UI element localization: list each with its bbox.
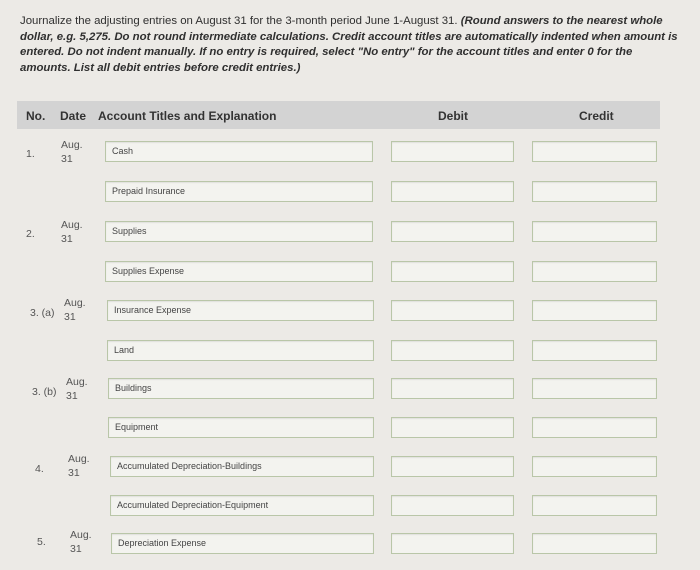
debit-input[interactable] <box>391 221 514 242</box>
table-row <box>0 530 700 570</box>
entry-date <box>70 528 92 556</box>
credit-input[interactable] <box>532 340 657 361</box>
entry-date <box>68 452 90 480</box>
entry-number: 4. <box>35 463 44 475</box>
table-header <box>17 101 660 129</box>
credit-input[interactable] <box>532 533 657 554</box>
debit-input[interactable] <box>391 378 514 399</box>
instructions <box>20 14 680 76</box>
entry-number: 3. (a) <box>30 307 55 319</box>
entry-month: Aug. <box>68 453 90 465</box>
entry-day: 31 <box>68 467 80 479</box>
table-row <box>0 375 700 415</box>
entry-day: 31 <box>66 390 78 402</box>
table-row <box>0 136 700 176</box>
credit-input[interactable] <box>532 261 657 282</box>
entry-month: Aug. <box>70 529 92 541</box>
table-row <box>0 256 700 296</box>
credit-input[interactable] <box>532 300 657 321</box>
entry-day: 31 <box>64 311 76 323</box>
entry-number: 5. <box>37 536 46 548</box>
entry-day: 31 <box>70 543 82 555</box>
entry-month: Aug. <box>61 219 83 231</box>
instructions-rules: (Round answers to the nearest whole dollar, e.g. 5,275. Do not round intermediate calculations. Credit account titles are automatically indented when amount is entered. Do not indent manually. If no entry is required, select "No entry" for the account titles and enter 0 for the amounts. List all debit entries before credit entries.) <box>20 15 678 74</box>
table-row <box>0 296 700 336</box>
debit-input[interactable] <box>391 261 514 282</box>
account-select[interactable]: Land <box>107 340 374 361</box>
debit-input[interactable] <box>391 533 514 554</box>
header-credit: Credit <box>579 109 614 123</box>
entry-number: 1. <box>26 148 35 160</box>
account-select[interactable]: Accumulated Depreciation-Equipment <box>110 495 374 516</box>
account-select[interactable]: Cash <box>105 141 373 162</box>
table-row <box>0 216 700 256</box>
credit-input[interactable] <box>532 495 657 516</box>
debit-input[interactable] <box>391 417 514 438</box>
account-select[interactable]: Supplies Expense <box>105 261 373 282</box>
entry-date <box>61 138 83 166</box>
entry-month: Aug. <box>64 297 86 309</box>
table-row <box>0 493 700 533</box>
header-account: Account Titles and Explanation <box>98 109 277 123</box>
entry-month: Aug. <box>61 139 83 151</box>
debit-input[interactable] <box>391 300 514 321</box>
entry-month: Aug. <box>66 376 88 388</box>
account-select[interactable]: Insurance Expense <box>107 300 374 321</box>
credit-input[interactable] <box>532 141 657 162</box>
account-select[interactable]: Prepaid Insurance <box>105 181 373 202</box>
header-debit: Debit <box>438 109 468 123</box>
debit-input[interactable] <box>391 495 514 516</box>
entry-day: 31 <box>61 153 73 165</box>
entry-date <box>64 296 86 324</box>
credit-input[interactable] <box>532 417 657 438</box>
entry-date <box>61 218 83 246</box>
account-select[interactable]: Accumulated Depreciation-Buildings <box>110 456 374 477</box>
account-select[interactable]: Supplies <box>105 221 373 242</box>
table-row <box>0 176 700 216</box>
account-select[interactable]: Equipment <box>108 417 374 438</box>
debit-input[interactable] <box>391 340 514 361</box>
entry-number: 2. <box>26 228 35 240</box>
instructions-lead: Journalize the adjusting entries on August 31 for the 3-month period June 1-August 31. <box>20 15 461 27</box>
entry-date <box>66 375 88 403</box>
debit-input[interactable] <box>391 456 514 477</box>
table-row <box>0 414 700 454</box>
debit-input[interactable] <box>391 141 514 162</box>
table-row <box>0 336 700 376</box>
account-select[interactable]: Depreciation Expense <box>111 533 374 554</box>
entry-number: 3. (b) <box>32 386 57 398</box>
credit-input[interactable] <box>532 456 657 477</box>
header-date: Date <box>60 109 87 123</box>
header-no: No. <box>26 109 46 123</box>
credit-input[interactable] <box>532 221 657 242</box>
entry-day: 31 <box>61 233 73 245</box>
credit-input[interactable] <box>532 181 657 202</box>
table-row <box>0 453 700 493</box>
credit-input[interactable] <box>532 378 657 399</box>
account-select[interactable]: Buildings <box>108 378 374 399</box>
debit-input[interactable] <box>391 181 514 202</box>
